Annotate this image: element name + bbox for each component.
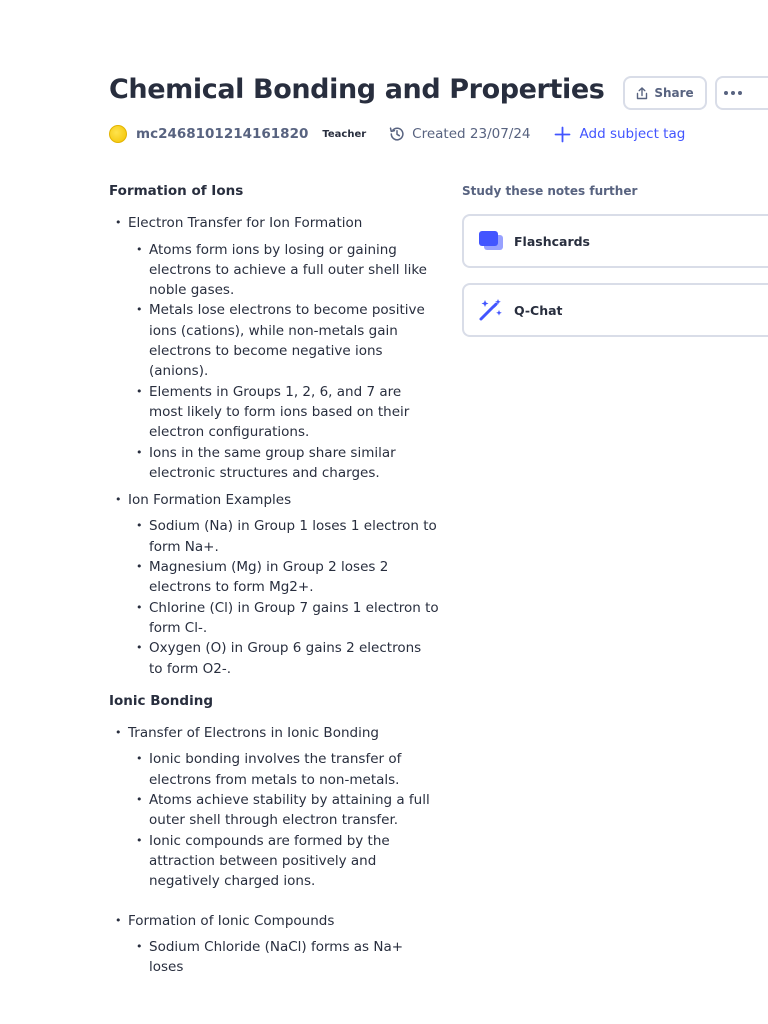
add-subject-tag-button[interactable]	[554, 126, 686, 143]
notes-content	[109, 181, 439, 984]
point-item: • Atoms form ions by losing or gaining electrons to achieve a full outer shell like noble gases.	[128, 240, 439, 301]
topic-title: Electron Transfer for Ion Formation	[128, 215, 363, 232]
plus-icon	[554, 126, 571, 143]
point-item: • Sodium Chloride (NaCl) forms as Na+ loses	[128, 937, 439, 978]
topic-item	[109, 911, 439, 978]
role-badge: Teacher	[322, 128, 367, 140]
point-item: • Elements in Groups 1, 2, 6, and 7 are most likely to form ions based on their electron configurations.	[128, 382, 439, 443]
point-item: • Chlorine (Cl) in Group 7 gains 1 electron to form Cl-.	[128, 598, 439, 639]
topic-item	[109, 723, 439, 891]
ellipsis-icon	[724, 91, 742, 95]
point-list	[128, 749, 439, 891]
topic-item	[109, 213, 439, 483]
page-title: Chemical Bonding and Properties	[109, 74, 605, 105]
flashcards-button[interactable]	[462, 214, 768, 268]
history-icon	[388, 125, 406, 143]
created-date-text: Created 23/07/24	[412, 126, 531, 142]
topic-title: Formation of Ionic Compounds	[128, 912, 335, 929]
point-list	[128, 516, 439, 678]
point-item: • Ionic bonding involves the transfer of electrons from metals to non-metals.	[128, 749, 439, 790]
avatar[interactable]	[109, 125, 127, 143]
magic-wand-icon	[478, 298, 504, 322]
section-heading: Formation of Ions	[109, 183, 244, 199]
add-subject-tag-label: Add subject tag	[579, 126, 686, 142]
username-link[interactable]: mc2468101214161820	[136, 126, 309, 142]
point-item: • Sodium (Na) in Group 1 loses 1 electron to form Na+.	[128, 516, 439, 557]
flashcards-icon	[478, 230, 504, 252]
set-meta	[109, 123, 685, 145]
topic-list	[109, 723, 439, 977]
point-list	[128, 240, 439, 484]
point-item: • Atoms achieve stability by attaining a full outer shell through electron transfer.	[128, 790, 439, 831]
point-item: • Metals lose electrons to become positive ions (cations), while non-metals gain electrons to become negative ions (anions).	[128, 300, 439, 381]
point-item: • Ionic compounds are formed by the attraction between positively and negatively charged ions.	[128, 831, 439, 892]
section-heading: Ionic Bonding	[109, 692, 213, 709]
topic-list	[109, 213, 439, 679]
share-label: Share	[654, 86, 694, 100]
study-further-label: Study these notes further	[462, 184, 638, 198]
q-chat-label: Q-Chat	[514, 302, 563, 318]
share-button[interactable]	[623, 76, 707, 110]
point-list	[128, 937, 439, 978]
created-date	[388, 125, 530, 143]
topic-title: Ion Formation Examples	[128, 492, 292, 509]
point-item: • Ions in the same group share similar electronic structures and charges.	[128, 443, 439, 484]
topic-title: Transfer of Electrons in Ionic Bonding	[128, 725, 379, 742]
more-options-button[interactable]	[715, 76, 768, 110]
point-item: • Oxygen (O) in Group 6 gains 2 electrons to form O2-.	[128, 638, 439, 679]
flashcards-label: Flashcards	[514, 233, 590, 249]
q-chat-button[interactable]	[462, 283, 768, 337]
point-item: • Magnesium (Mg) in Group 2 loses 2 electrons to form Mg2+.	[128, 557, 439, 598]
share-icon	[636, 87, 648, 100]
topic-item	[109, 490, 439, 679]
